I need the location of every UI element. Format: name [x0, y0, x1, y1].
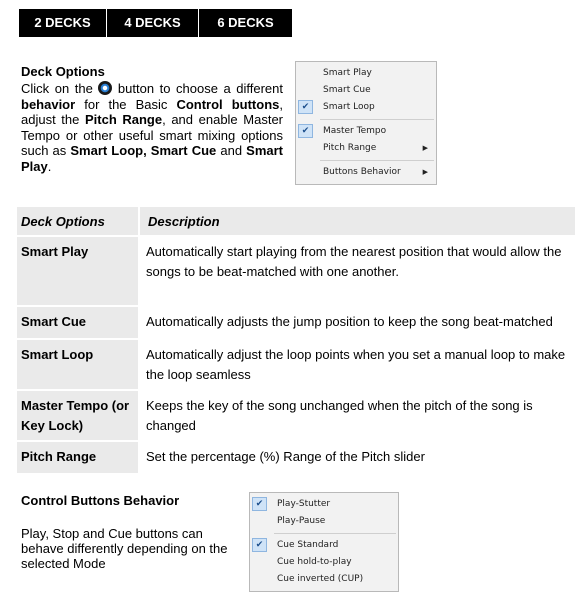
check-icon: ✔ [298, 124, 313, 138]
check-icon: ✔ [298, 100, 313, 114]
table-row [17, 237, 575, 307]
option-name: Pitch Range [17, 442, 138, 473]
tab-2-decks[interactable]: 2 DECKS [19, 9, 107, 37]
menu-item-cue-inverted[interactable] [250, 571, 398, 588]
header-deck-options: Deck Options [17, 207, 138, 235]
option-description: Set the percentage (%) Range of the Pitch slider [146, 449, 425, 464]
menu-item-label: Smart Play [323, 68, 372, 78]
deck-options-menu [295, 61, 437, 185]
chevron-right-icon: ▶ [422, 168, 428, 176]
option-name: Smart Play [17, 237, 138, 305]
chevron-right-icon: ▶ [422, 144, 428, 152]
option-description: Keeps the key of the song unchanged when the pitch of the song is changed [146, 398, 533, 433]
text-bold: Pitch Range [84, 112, 163, 128]
menu-separator [274, 533, 396, 534]
deck-tabs [19, 9, 292, 37]
control-buttons-paragraph: Play, Stop and Cue buttons can behave differently depending on the selected Mode [21, 526, 228, 571]
menu-separator [320, 119, 434, 120]
tab-4-decks[interactable]: 4 DECKS [107, 9, 199, 37]
table-row [17, 307, 575, 340]
deck-options-paragraph [21, 81, 283, 175]
menu-item-label: Smart Cue [323, 85, 371, 95]
menu-item-smart-play[interactable] [296, 65, 436, 82]
option-name: Smart Loop [17, 340, 138, 389]
text-bold: behavior [21, 96, 76, 112]
deck-options-icon[interactable] [98, 81, 112, 95]
menu-separator [320, 160, 434, 161]
menu-item-label: Cue inverted (CUP) [277, 574, 364, 584]
menu-item-smart-loop[interactable] [296, 99, 436, 116]
menu-item-label: Pitch Range [323, 143, 377, 153]
tab-6-decks[interactable]: 6 DECKS [217, 15, 274, 30]
menu-item-play-stutter[interactable] [250, 496, 398, 513]
menu-item-cue-standard[interactable] [250, 537, 398, 554]
menu-item-cue-hold-to-play[interactable] [250, 554, 398, 571]
table-row [17, 391, 575, 442]
option-name: Master Tempo (or Key Lock) [17, 391, 138, 440]
deck-options-table [17, 207, 575, 475]
menu-item-pitch-range[interactable] [296, 140, 436, 157]
table-row [17, 442, 575, 475]
text: and [216, 143, 247, 159]
menu-item-smart-cue[interactable] [296, 82, 436, 99]
menu-item-label: Cue Standard [277, 540, 339, 550]
text-bold: Smart Play [21, 143, 284, 174]
control-buttons-title: Control Buttons Behavior [21, 493, 180, 508]
menu-item-label: Play-Stutter [277, 499, 331, 509]
option-name: Smart Cue [17, 307, 138, 338]
menu-item-buttons-behavior[interactable] [296, 164, 436, 181]
text: for the Basic [75, 96, 177, 112]
option-description: Automatically adjust the loop points when you set a manual loop to make the loop seamless [146, 347, 566, 382]
table-row [17, 340, 575, 391]
option-description: Automatically adjusts the jump position to keep the song beat-matched [146, 314, 553, 329]
text-bold: Smart Loop, Smart Cue [70, 143, 217, 159]
buttons-behavior-menu [249, 492, 399, 592]
text-bold: Control buttons [176, 96, 280, 112]
menu-item-label: Play-Pause [277, 516, 326, 526]
menu-item-master-tempo[interactable] [296, 123, 436, 140]
check-icon: ✔ [252, 497, 267, 511]
text: , and enable Master Tempo or other useful smart mixing options such as [21, 112, 283, 159]
menu-item-label: Cue hold-to-play [277, 557, 352, 567]
option-description: Automatically start playing from the nearest position that would allow the songs to be beat-matched with one another. [146, 244, 562, 279]
text: . [47, 158, 52, 174]
header-description: Description [138, 207, 575, 235]
menu-item-label: Buttons Behavior [323, 167, 401, 177]
check-icon: ✔ [252, 538, 267, 552]
text: button to choose a different [112, 81, 283, 96]
menu-item-label: Smart Loop [323, 102, 375, 112]
menu-item-play-pause[interactable] [250, 513, 398, 530]
text: , adjust the [21, 96, 283, 128]
deck-options-title: Deck Options [21, 64, 105, 79]
menu-item-label: Master Tempo [323, 126, 387, 136]
table-header [17, 207, 575, 237]
text: Click on the [21, 81, 99, 96]
